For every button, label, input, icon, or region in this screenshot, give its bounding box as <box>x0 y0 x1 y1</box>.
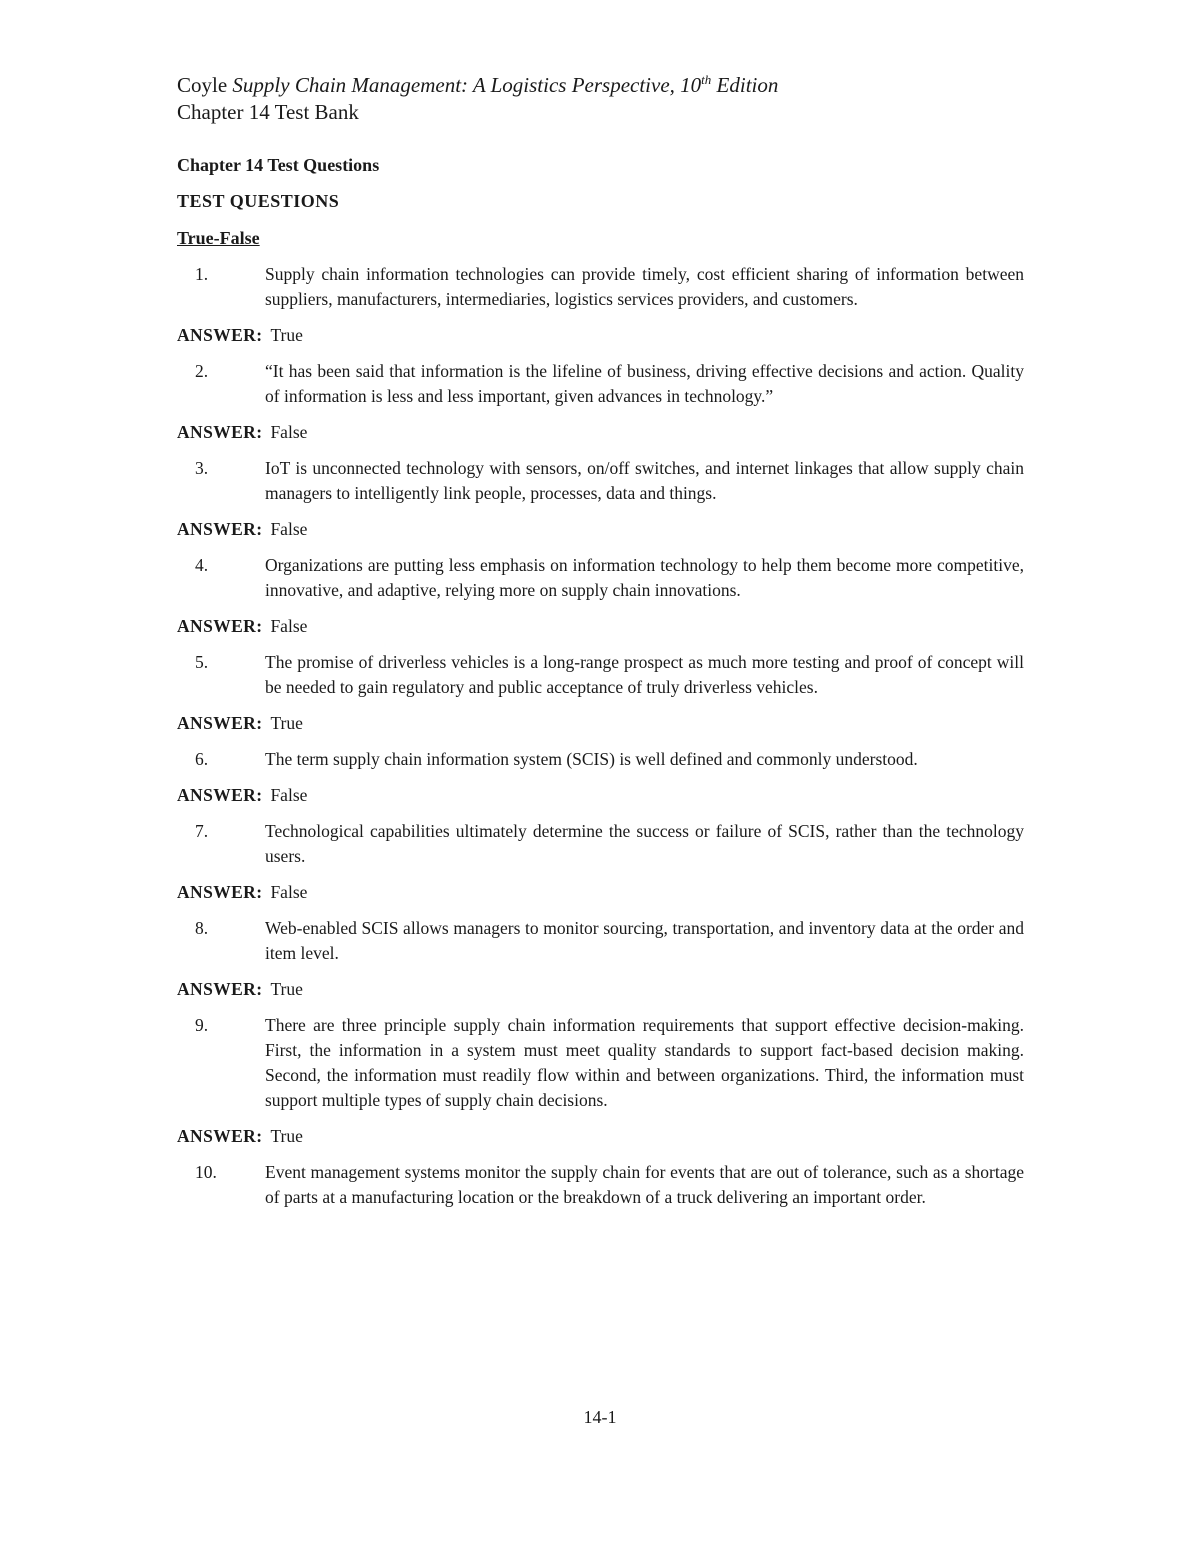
question-number: 5. <box>195 652 209 672</box>
answer-label: ANSWER: <box>177 519 263 539</box>
question-item <box>177 262 1024 312</box>
question-text: The term supply chain information system (SCIS) is well defined and commonly understood. <box>265 749 918 769</box>
answer-value: False <box>270 616 308 636</box>
document-header <box>177 72 778 126</box>
subsection-title: True-False <box>177 228 260 248</box>
question-item <box>177 819 1024 869</box>
question-text: “It has been said that information is the lifeline of business, driving effective decisions and action. Quality of information is less and less important, given advances in technology.” <box>265 361 1024 406</box>
question-text: Supply chain information technologies can provide timely, cost efficient sharing of information between suppliers, manufacturers, intermediaries, logistics services providers, and customers. <box>265 264 1024 309</box>
chapter-title: Chapter 14 Test Questions <box>177 155 380 175</box>
answer-value: False <box>270 519 308 539</box>
question-list <box>177 262 1024 1210</box>
answer-label: ANSWER: <box>177 713 263 733</box>
answer-line <box>177 517 1024 542</box>
answer-value: True <box>270 325 303 345</box>
page-number: 14-1 <box>583 1407 617 1427</box>
question-number: 9. <box>195 1015 209 1035</box>
question-number: 1. <box>195 264 209 284</box>
question-item <box>177 1013 1024 1113</box>
answer-label: ANSWER: <box>177 979 263 999</box>
section-title: TEST QUESTIONS <box>177 191 340 211</box>
book-title-line <box>177 72 778 99</box>
question-number: 7. <box>195 821 209 841</box>
answer-label: ANSWER: <box>177 882 263 902</box>
answer-value: False <box>270 785 308 805</box>
answer-line <box>177 420 1024 445</box>
question-number: 4. <box>195 555 209 575</box>
question-number: 2. <box>195 361 209 381</box>
book-title: Supply Chain Management: A Logistics Perspective, 10th Edition <box>232 72 779 97</box>
answer-value: False <box>270 422 308 442</box>
question-number: 8. <box>195 918 209 938</box>
question-item <box>177 650 1024 700</box>
question-text: The promise of driverless vehicles is a long-range prospect as much more testing and proof of concept will be needed to gain regulatory and public acceptance of truly driverless vehicles. <box>265 652 1024 697</box>
answer-label: ANSWER: <box>177 325 263 345</box>
answer-line <box>177 711 1024 736</box>
question-text: Organizations are putting less emphasis on information technology to help them become more competitive, innovative, and adaptive, relying more on supply chain innovations. <box>265 555 1024 600</box>
question-item <box>177 747 1024 772</box>
question-item <box>177 916 1024 966</box>
answer-value: True <box>270 979 303 999</box>
answer-line <box>177 323 1024 348</box>
answer-label: ANSWER: <box>177 1126 263 1146</box>
answer-label: ANSWER: <box>177 422 263 442</box>
question-item <box>177 456 1024 506</box>
question-number: 10. <box>195 1162 217 1182</box>
answer-value: True <box>270 1126 303 1146</box>
author-name: Coyle <box>177 73 233 97</box>
question-item <box>177 1160 1024 1210</box>
answer-value: True <box>270 713 303 733</box>
answer-line <box>177 614 1024 639</box>
question-text: Web-enabled SCIS allows managers to monitor sourcing, transportation, and inventory data at the order and item level. <box>265 918 1024 963</box>
question-text: IoT is unconnected technology with sensors, on/off switches, and internet linkages that allow supply chain managers to intelligently link people, processes, data and things. <box>265 458 1024 503</box>
test-bank-line: Chapter 14 Test Bank <box>177 100 359 124</box>
answer-label: ANSWER: <box>177 785 263 805</box>
question-number: 6. <box>195 749 209 769</box>
edition-superscript: th <box>701 72 712 87</box>
answer-line <box>177 880 1024 905</box>
answer-line <box>177 1124 1024 1149</box>
question-text: There are three principle supply chain information requirements that support effective decision-making. First, the information in a system must meet quality standards to support fact-based decision making. Second, the information must readily flow within and between organizations. Third, the information must support multiple types of supply chain decisions. <box>265 1015 1024 1110</box>
answer-line <box>177 783 1024 808</box>
answer-line <box>177 977 1024 1002</box>
question-text: Event management systems monitor the supply chain for events that are out of tolerance, such as a shortage of parts at a manufacturing location or the breakdown of a truck delivering an important order. <box>265 1162 1024 1207</box>
question-item <box>177 553 1024 603</box>
answer-value: False <box>270 882 308 902</box>
question-text: Technological capabilities ultimately determine the success or failure of SCIS, rather than the technology users. <box>265 821 1024 866</box>
question-item <box>177 359 1024 409</box>
answer-label: ANSWER: <box>177 616 263 636</box>
question-number: 3. <box>195 458 209 478</box>
